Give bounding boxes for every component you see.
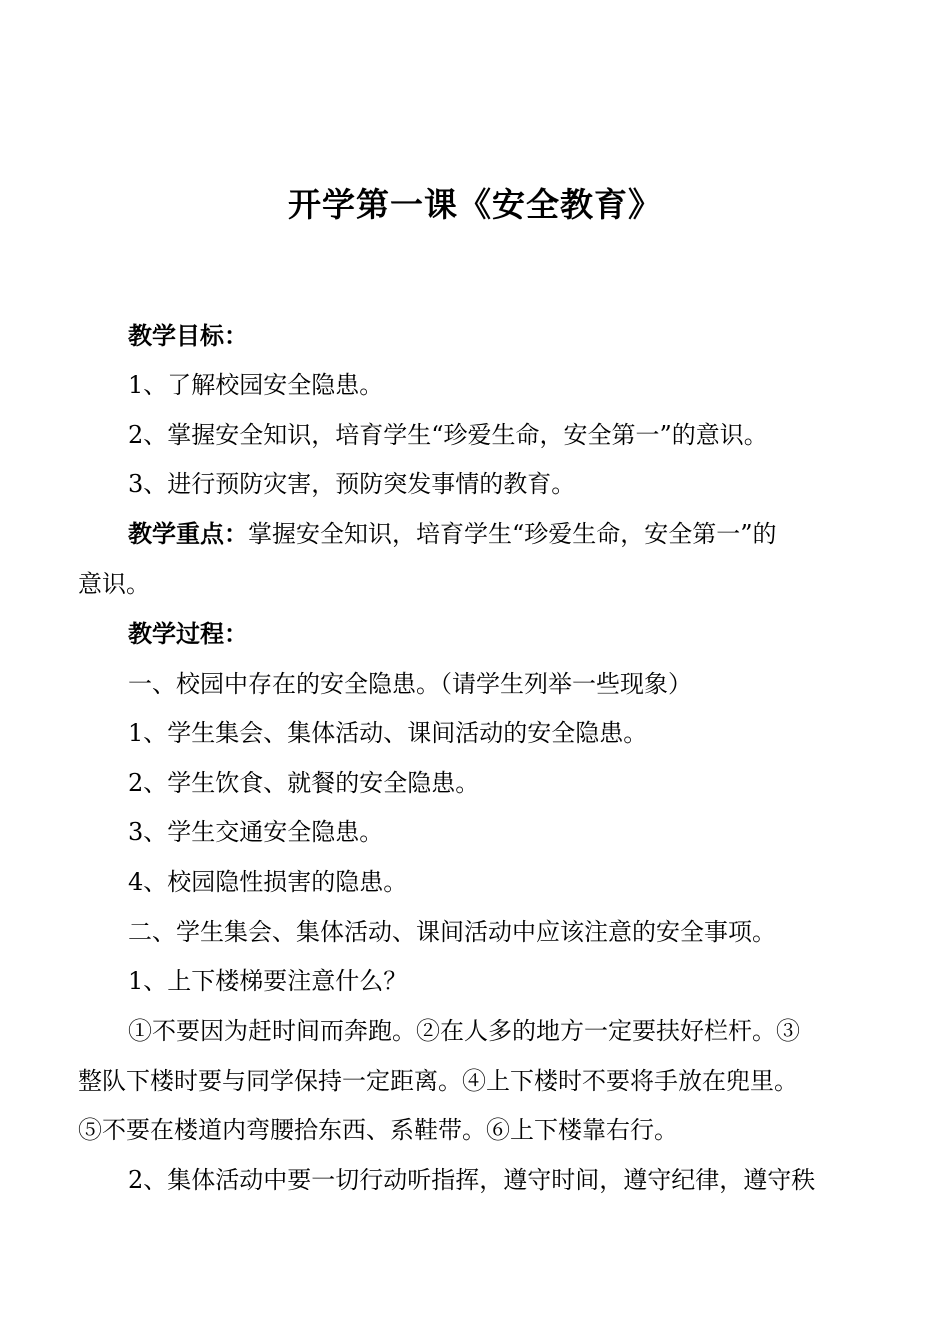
objectives-heading: 教学目标： (128, 321, 248, 350)
section1-item-4: 4、校园隐性损害的隐患。 (128, 868, 408, 896)
key-point-text-continuation: 意识。 (78, 570, 150, 598)
key-point-text: 掌握安全知识，培育学生“珍爱生命，安全第一”的 (248, 520, 777, 548)
key-point-label: 教学重点： (128, 519, 248, 548)
section2-answer-1-line-2: 整队下楼时要与同学保持一定距离。④上下楼时不要将手放在兜里。 (78, 1067, 798, 1095)
objective-item-1: 1、了解校园安全隐患。 (128, 371, 384, 399)
section2-answer-1-line-1: ①不要因为赶时间而奔跑。②在人多的地方一定要扶好栏杆。③ (128, 1017, 800, 1045)
section2-answer-1-line-3: ⑤不要在楼道内弯腰拾东西、系鞋带。⑥上下楼靠右行。 (78, 1116, 678, 1144)
section1-title: 一、校园中存在的安全隐患。（请学生列举一些现象） (128, 670, 692, 698)
objective-item-3: 3、进行预防灾害，预防突发事情的教育。 (128, 470, 576, 498)
section2-question-2: 2、集体活动中要一切行动听指挥，遵守时间，遵守纪律，遵守秩 (128, 1166, 816, 1194)
key-point-paragraph (78, 509, 918, 559)
document-title: 开学第一课《安全教育》 (288, 185, 662, 224)
process-heading: 教学过程： (128, 619, 248, 648)
section1-item-3: 3、学生交通安全隐患。 (128, 818, 384, 846)
section1-item-1: 1、学生集会、集体活动、课间活动的安全隐患。 (128, 719, 648, 747)
section2-question-1: 1、上下楼梯要注意什么？ (128, 967, 408, 995)
objective-item-2: 2、掌握安全知识，培育学生“珍爱生命，安全第一”的意识。 (128, 421, 768, 449)
section1-item-2: 2、学生饮食、就餐的安全隐患。 (128, 769, 480, 797)
section2-title: 二、学生集会、集体活动、课间活动中应该注意的安全事项。 (128, 918, 776, 946)
